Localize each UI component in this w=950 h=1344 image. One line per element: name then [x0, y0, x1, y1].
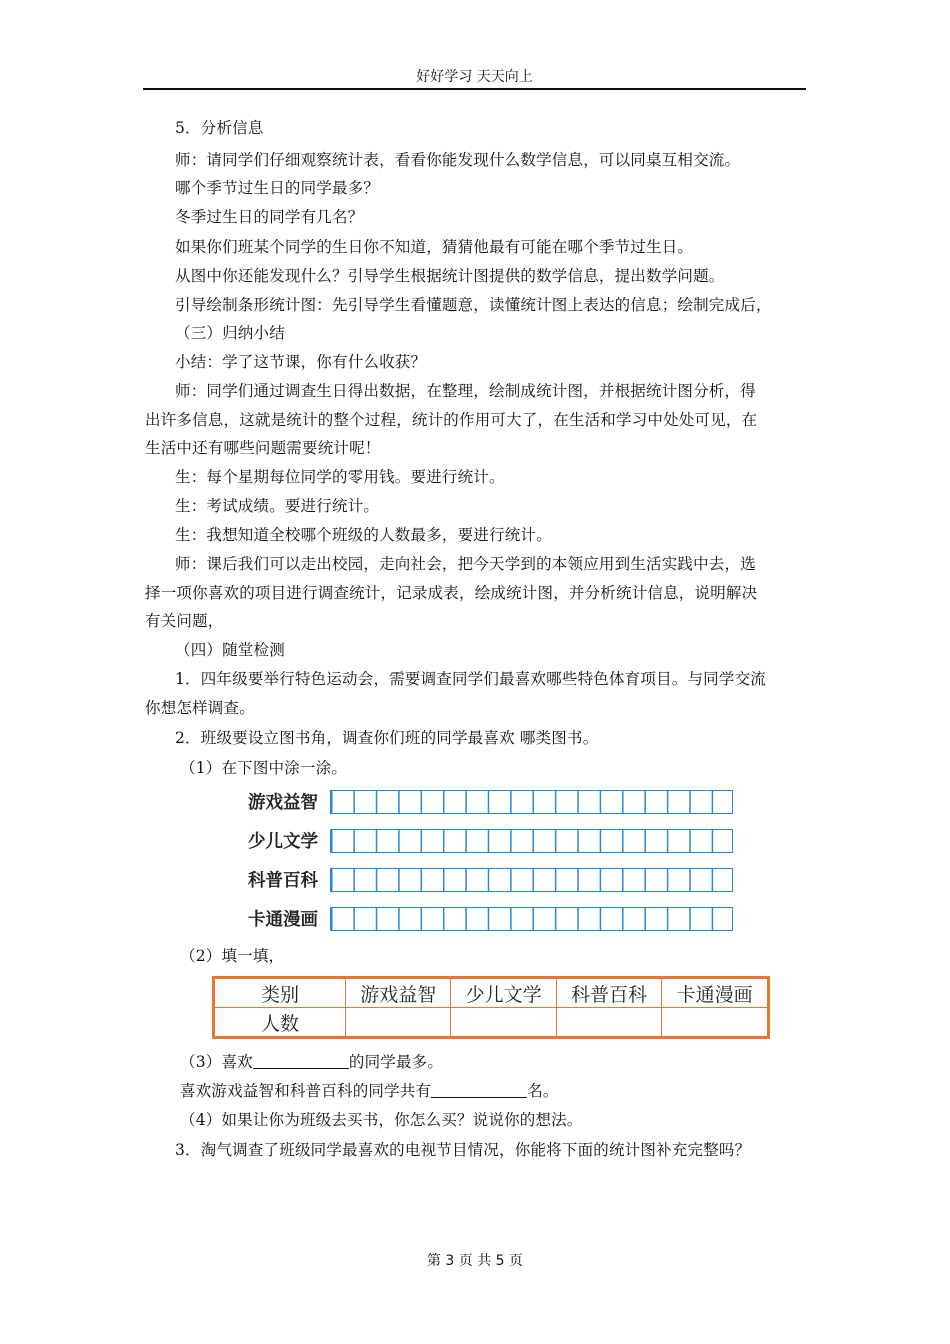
- question-line: 3．淘气调查了班级同学最喜欢的电视节目情况，你能将下面的统计图补充完整吗？: [175, 1141, 751, 1159]
- table-header-cell: 游戏益智: [346, 978, 451, 1008]
- question-line: 你想怎样调查。: [145, 699, 255, 717]
- question-text: （3）喜欢: [180, 1053, 253, 1071]
- paragraph-line: 生活中还有哪些问题需要统计呢！: [145, 439, 381, 457]
- table-row-label: 人数: [214, 1008, 346, 1038]
- section-heading: （四）随堂检测: [175, 641, 285, 659]
- section-heading: （三）归纳小结: [175, 324, 285, 342]
- table-header-cell: 类别: [214, 978, 346, 1008]
- paragraph-line: 冬季过生日的同学有几名？: [175, 208, 364, 226]
- paragraph-line: 从图中你还能发现什么？引导学生根据统计图提供的数学信息，提出数学问题。: [175, 267, 725, 285]
- paragraph-line: 哪个季节过生日的同学最多？: [175, 179, 380, 197]
- paragraph-line: 小结：学了这节课，你有什么收获？: [175, 353, 427, 371]
- paragraph-line: 择一项你喜欢的项目进行调查统计，记录成表，绘成统计图，并分析统计信息，说明解决: [145, 584, 758, 602]
- answer-blank[interactable]: [431, 1081, 527, 1098]
- table-blank-cell[interactable]: [556, 1008, 661, 1038]
- grid-cells[interactable]: [330, 790, 733, 814]
- table-blank-cell[interactable]: [346, 1008, 451, 1038]
- paragraph-line: 有关问题，: [145, 612, 224, 630]
- question-line: 2．班级要设立图书角，调查你们班的同学最喜欢 哪类图书。: [175, 729, 599, 747]
- header-rule: [143, 88, 806, 90]
- tally-table: [212, 976, 770, 1039]
- question-line: （1）在下图中涂一涂。: [180, 759, 348, 777]
- question-text: 的同学最多。: [348, 1053, 444, 1071]
- table-blank-cell[interactable]: [451, 1008, 556, 1038]
- table-header-cell: 科普百科: [556, 978, 661, 1008]
- question-text: 喜欢游戏益智和科普百科的同学共有: [180, 1082, 432, 1100]
- grid-cells[interactable]: [330, 868, 733, 892]
- paragraph-line: 如果你们班某个同学的生日你不知道，猜猜他最有可能在哪个季节过生日。: [175, 238, 694, 256]
- question-line: 1．四年级要举行特色运动会，需要调查同学们最喜欢哪些特色体育项目。与同学交流: [175, 670, 766, 688]
- grid-row: [248, 790, 748, 816]
- grid-row: [248, 907, 748, 933]
- table-row: [214, 1008, 769, 1038]
- paragraph-line: 师：课后我们可以走出校园，走向社会，把今天学到的本领应用到生活实践中去，选: [175, 555, 756, 573]
- paragraph-line: 生：考试成绩。要进行统计。: [175, 497, 380, 515]
- grid-row-label: 少儿文学: [248, 832, 318, 852]
- page-header: 好好学习 天天向上: [416, 69, 533, 85]
- paragraph-line: 师：请同学们仔细观察统计表，看看你能发现什么数学信息，可以同桌互相交流。: [175, 151, 741, 169]
- question-line: （2）填一填，: [180, 947, 285, 965]
- paragraph-line: 出许多信息，这就是统计的整个过程，统计的作用可大了，在生活和学习中处处可见，在: [145, 411, 758, 429]
- grid-row-label: 科普百科: [248, 871, 318, 891]
- answer-blank[interactable]: [253, 1052, 349, 1069]
- grid-cells[interactable]: [330, 907, 733, 931]
- table-header-cell: 少儿文学: [451, 978, 556, 1008]
- paragraph-line: 引导绘制条形统计图：先引导学生看懂题意，读懂统计图上表达的信息；绘制完成后，: [175, 296, 772, 314]
- paragraph-line: 生：每个星期每位同学的零用钱。要进行统计。: [175, 468, 505, 486]
- question-line: [180, 1081, 845, 1101]
- grid-row: [248, 868, 748, 894]
- question-text: 名。: [527, 1082, 559, 1100]
- grid-cells[interactable]: [330, 829, 733, 853]
- question-line: [180, 1052, 845, 1072]
- paragraph-line: 生：我想知道全校哪个班级的人数最多，要进行统计。: [175, 526, 552, 544]
- grid-row-label: 游戏益智: [248, 793, 318, 813]
- grid-row: [248, 829, 748, 855]
- section-heading: 5．分析信息: [175, 119, 264, 137]
- paragraph-line: 师：同学们通过调查生日得出数据，在整理，绘制成统计图，并根据统计图分析，得: [175, 382, 756, 400]
- table-blank-cell[interactable]: [662, 1008, 769, 1038]
- question-line: （4）如果让你为班级去买书，你怎么买？说说你的想法。: [180, 1111, 583, 1129]
- table-header-cell: 卡通漫画: [662, 978, 769, 1008]
- page-footer: 第 3 页 共 5 页: [426, 1253, 524, 1269]
- grid-row-label: 卡通漫画: [248, 910, 318, 930]
- table-row: [214, 978, 769, 1008]
